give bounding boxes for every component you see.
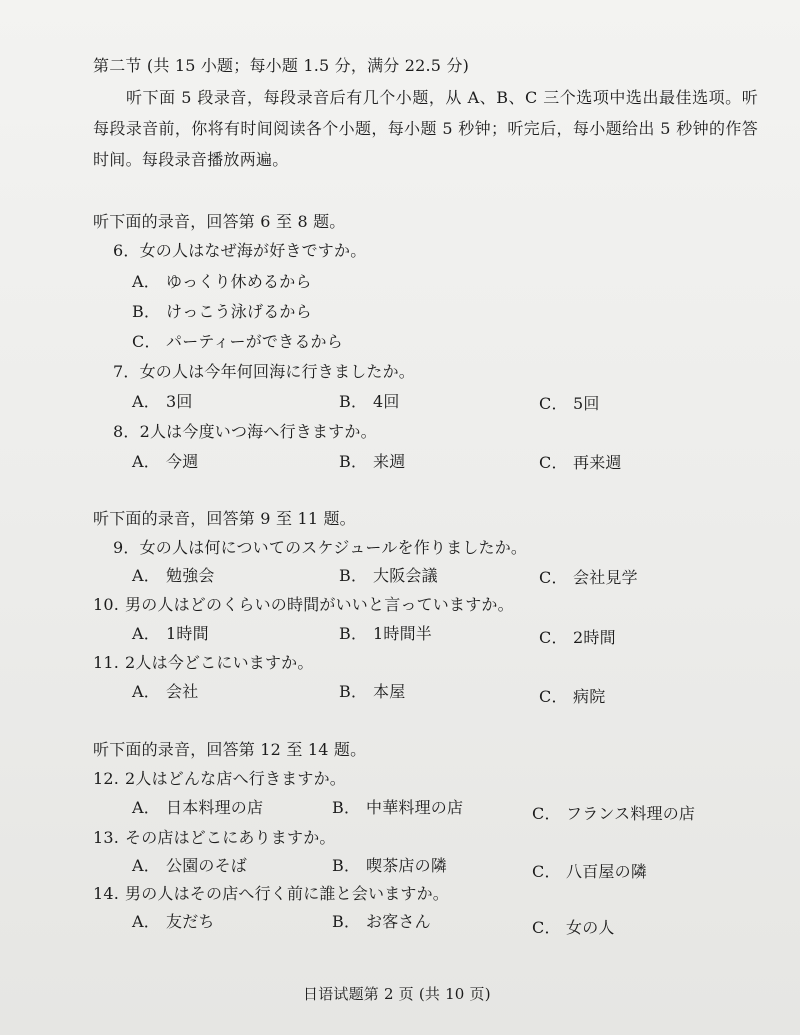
question [93,769,346,789]
option-a [132,452,198,472]
question-number: 7． [113,362,140,381]
question-number: 10. [93,595,120,614]
option-text: 4回 [373,392,400,411]
option-letter: C． [532,862,561,881]
option-letter: A． [132,272,160,291]
option-letter: B． [332,856,361,875]
option-text: 5回 [573,394,600,413]
option-letter: B． [339,682,368,701]
option-letter: A． [132,452,160,471]
question-text: 男の人はどのくらいの時間がいいと言っていますか。 [125,595,514,614]
option-text: パーティーができるから [166,332,343,351]
option-text: 会社見学 [573,568,638,587]
question [93,884,449,904]
option-letter: A． [132,912,160,931]
question-number: 9． [113,538,140,557]
option-c [539,453,622,473]
option-text: お客さん [366,912,431,931]
option-letter: B． [332,912,361,931]
option-b [339,392,400,412]
question [113,422,377,442]
option-text: ゆっくり休めるから [166,272,312,291]
question [113,538,527,558]
option-a [132,856,247,876]
option-text: 再来週 [573,453,622,472]
option-c [132,332,343,352]
option-text: 会社 [166,682,199,701]
option-letter: A． [132,798,160,817]
option-text: けっこう泳げるから [166,302,312,321]
question-text: 2人は今どこにいますか。 [125,653,314,672]
group-prompt: 听下面的录音，回答第 9 至 11 题。 [93,509,356,528]
option-letter: A． [132,624,160,643]
option-letter: C． [132,332,161,351]
question [93,595,514,615]
section-instructions: 听下面 5 段录音，每段录音后有几个小题，从 A、B、C 三个选项中选出最佳选项。听每段录音前，你将有时间阅读各个小题，每小题 5 秒钟；听完后，每小题给出 5 秒钟的作答时间。每段录音播放两遍。 [93,88,758,169]
option-letter: C． [539,628,568,647]
option-a [132,566,215,586]
question-text: その店はどこにありますか。 [125,828,336,847]
question [93,653,314,673]
question [93,828,336,848]
option-letter: C． [532,918,561,937]
question-text: 2人はどんな店へ行きますか。 [125,769,346,788]
option-text: 3回 [166,392,193,411]
option-c [532,918,615,938]
question-number: 12. [93,769,120,788]
option-letter: B． [339,566,368,585]
option-text: フランス料理の店 [566,804,696,823]
option-a [132,272,312,292]
question [113,241,366,261]
option-letter: C． [532,804,561,823]
option-text: 八百屋の隣 [566,862,648,881]
question-text: 女の人は今年何回海に行きましたか。 [139,362,415,381]
option-b [339,452,405,472]
option-letter: B． [132,302,161,321]
option-b [339,682,405,702]
option-c [539,568,638,588]
page-footer: 日语试题第 2 页 (共 10 页) [303,985,491,1003]
option-text: 今週 [166,452,199,471]
option-text: 本屋 [373,682,406,701]
option-text: 大阪会議 [373,566,438,585]
option-text: 1時間 [166,624,209,643]
option-letter: A． [132,682,160,701]
question-text: 2人は今度いつ海へ行きますか。 [139,422,377,441]
option-letter: B． [339,624,368,643]
question [113,362,415,382]
option-a [132,682,198,702]
option-text: 公園のそば [166,856,248,875]
option-text: 2時間 [573,628,616,647]
option-letter: A． [132,566,160,585]
option-text: 勉強会 [166,566,215,585]
option-c [539,687,605,707]
option-c [532,862,647,882]
option-letter: C． [539,453,568,472]
question-text: 女の人はなぜ海が好きですか。 [139,241,367,260]
option-text: 1時間半 [373,624,432,643]
option-b [132,302,312,322]
option-a [132,912,215,932]
option-a [132,392,193,412]
option-letter: C． [539,568,568,587]
question-number: 8． [113,422,140,441]
section-heading: 第二节 (共 15 小题；每小题 1.5 分，满分 22.5 分) [93,56,470,75]
option-b [332,912,431,932]
question-number: 14. [93,884,120,903]
option-text: 来週 [373,452,406,471]
option-letter: C． [539,687,568,706]
option-text: 日本料理の店 [166,798,264,817]
option-text: 中華料理の店 [366,798,464,817]
option-text: 友だち [166,912,215,931]
option-letter: B． [339,452,368,471]
option-b [339,566,438,586]
option-letter: A． [132,856,160,875]
option-letter: C． [539,394,568,413]
option-a [132,624,209,644]
group-prompt: 听下面的录音，回答第 6 至 8 题。 [93,212,346,231]
option-letter: B． [332,798,361,817]
option-text: 病院 [573,687,606,706]
option-b [332,856,447,876]
question-text: 男の人はその店へ行く前に誰と会いますか。 [125,884,450,903]
question-text: 女の人は何についてのスケジュールを作りましたか。 [139,538,528,557]
option-c [532,804,695,824]
option-c [539,394,600,414]
option-letter: B． [339,392,368,411]
group-prompt: 听下面的录音，回答第 12 至 14 题。 [93,740,367,759]
option-b [339,624,432,644]
option-a [132,798,263,818]
option-letter: A． [132,392,160,411]
option-c [539,628,616,648]
option-text: 女の人 [566,918,615,937]
question-number: 13. [93,828,120,847]
option-b [332,798,463,818]
question-number: 11. [93,653,120,672]
question-number: 6． [113,241,140,260]
option-text: 喫茶店の隣 [366,856,448,875]
